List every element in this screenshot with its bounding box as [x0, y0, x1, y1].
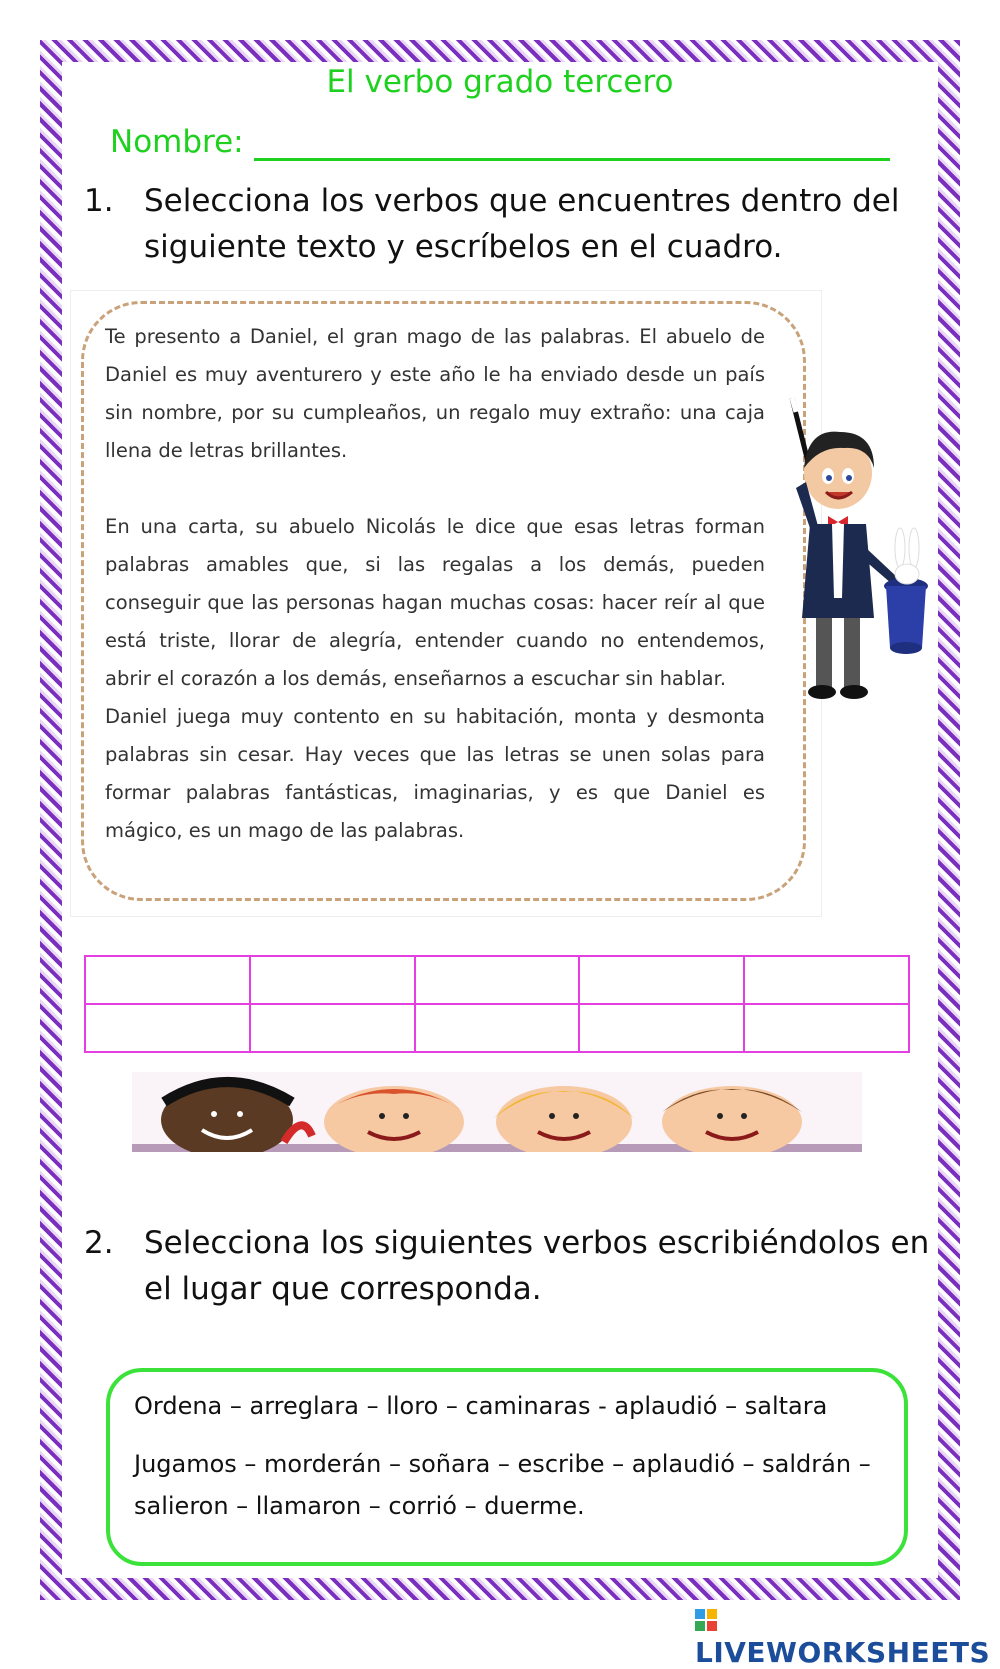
- kids-illustration: [132, 1072, 862, 1152]
- answer-cell[interactable]: [744, 1004, 909, 1052]
- magician-illustration: [788, 398, 928, 710]
- verb-list-line-2: Jugamos – morderán – soñara – escribe – aplaudió – saldrán –: [134, 1450, 871, 1478]
- question-2-line-2: el lugar que corresponda.: [144, 1271, 542, 1307]
- liveworksheets-logo[interactable]: [695, 1603, 1000, 1669]
- verb-box: [106, 1368, 908, 1566]
- answer-grid: [84, 955, 910, 1053]
- answer-cell[interactable]: [85, 956, 250, 1004]
- liveworksheets-brand: LIVEWORKSHEETS: [695, 1636, 991, 1669]
- answer-cell[interactable]: [579, 1004, 744, 1052]
- answer-cell[interactable]: [744, 956, 909, 1004]
- question-1-number: 1.: [84, 183, 114, 219]
- question-2-number: 2.: [84, 1225, 114, 1261]
- answer-cell[interactable]: [250, 956, 415, 1004]
- question-2: [84, 1220, 964, 1316]
- liveworksheets-logo-icon: [695, 1609, 717, 1631]
- story-paragraph-1: Te presento a Daniel, el gran mago de las palabras. El abuelo de Daniel es muy aventurero y este año le ha enviado desde un país sin nombre, por su cumpleaños, un regalo muy extraño: una caja llena de letras brillantes.: [105, 325, 765, 462]
- name-input-line[interactable]: [254, 158, 890, 161]
- answer-cell[interactable]: [85, 1004, 250, 1052]
- answer-grid-row: [85, 1004, 909, 1052]
- story-paragraph-2: En una carta, su abuelo Nicolás le dice que esas letras forman palabras amables que, si las regalas a los demás, pueden conseguir que las personas hagan muchas cosas: hacer reír al que está triste, llorar de alegría, entender cuando no entendemos, abrir el corazón a los demás, enseñarnos a escuchar sin hablar.: [105, 515, 765, 690]
- answer-cell[interactable]: [579, 956, 744, 1004]
- story-text: [105, 318, 765, 850]
- verb-list-line-1: Ordena – arreglara – lloro – caminaras - aplaudió – saltara: [134, 1392, 828, 1420]
- question-2-line-1: Selecciona los siguientes verbos escribiéndolos en: [144, 1225, 930, 1261]
- answer-cell[interactable]: [415, 956, 580, 1004]
- question-1: [84, 178, 944, 274]
- worksheet-title: El verbo grado tercero: [326, 64, 674, 100]
- name-label: Nombre:: [110, 124, 244, 160]
- question-1-line-1: Selecciona los verbos que encuentres dentro del: [144, 183, 900, 219]
- question-1-line-2: siguiente texto y escríbelos en el cuadro.: [144, 229, 783, 265]
- story-paragraph-3: Daniel juega muy contento en su habitación, monta y desmonta palabras sin cesar. Hay veces que las letras se unen solas para formar palabras fantásticas, imaginarias, y es que Daniel es mágico, es un mago de las palabras.: [105, 705, 765, 842]
- verb-list-line-3: salieron – llamaron – corrió – duerme.: [134, 1492, 585, 1520]
- answer-grid-row: [85, 956, 909, 1004]
- answer-cell[interactable]: [250, 1004, 415, 1052]
- answer-cell[interactable]: [415, 1004, 580, 1052]
